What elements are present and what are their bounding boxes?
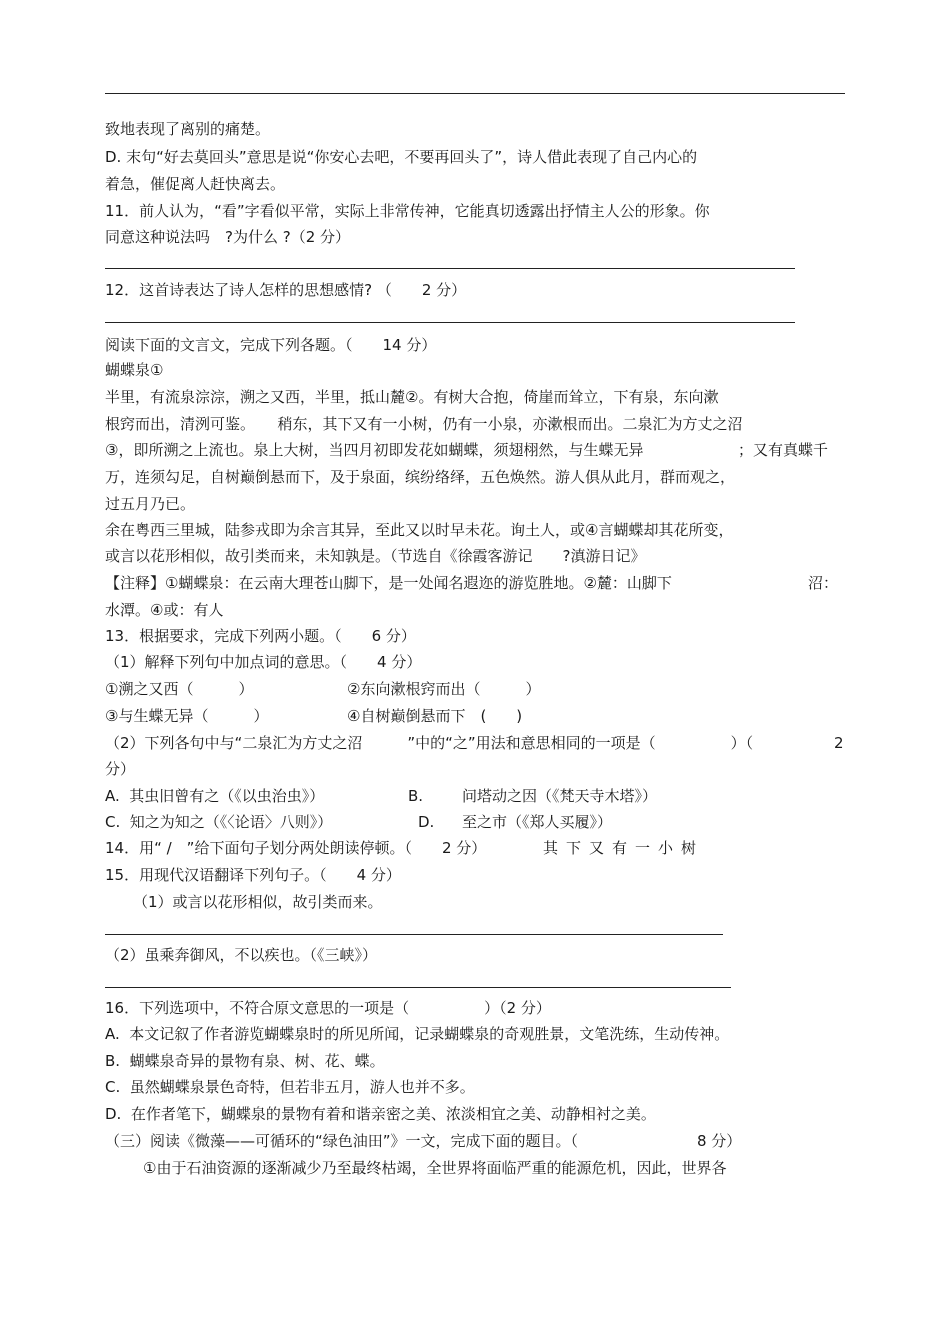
question-13-2-cont: 分） — [105, 760, 136, 778]
question-13: 13．根据要求，完成下列两小题。（ 6 分） — [105, 627, 416, 645]
section-3-paragraph: ①由于石油资源的逐渐减少乃至最终枯竭，全世界将面临严重的能源危机，因此，世界各 — [143, 1159, 727, 1177]
section-3-heading: （三）阅读《微藻——可循环的“绿色油田”》一文，完成下面的题目。（ — [105, 1132, 579, 1150]
question-13-1-item: ③与生蝶无异（ ） — [105, 707, 269, 725]
question-15: 15．用现代汉语翻译下列句子。（ 4 分） — [105, 866, 401, 884]
question-16-option-c: C. 虽然蝴蝶泉景色奇特，但若非五月，游人也并不多。 — [105, 1078, 475, 1096]
choice-b: 问塔动之因（《梵天寺木塔》） — [462, 787, 658, 805]
question-13-1-item: ②东向漱根窍而出（ ） — [347, 680, 541, 698]
answer-line-15-2[interactable] — [105, 987, 731, 988]
question-15-1: （1）或言以花形相似，故引类而来。 — [133, 893, 383, 911]
question-16-option-d: D. 在作者笔下，蝴蝶泉的景物有着和谐亲密之美、浓淡相宜之美、动静相衬之美。 — [105, 1105, 656, 1123]
question-13-1-item: ④自树巅倒悬而下 ( ) — [347, 707, 523, 725]
text-line: 着急，催促离人赶快离去。 — [105, 175, 286, 193]
choice-d: 至之市（《郑人买履》） — [462, 813, 613, 831]
choice-d-label: D. — [418, 813, 435, 831]
question-16-option-b: B. 蝴蝶泉奇异的景物有泉、树、花、蝶。 — [105, 1052, 385, 1070]
passage-line: 过五月乃已。 — [105, 495, 196, 513]
passage-line-end: ；又有真蝶千 — [738, 441, 829, 459]
question-13-2: （2）下列各句中与“二泉汇为方丈之沼 ”中的“之”用法和意思相同的一项是（ ）（ — [105, 734, 754, 752]
question-14-sentence: 其下又有一小树 — [543, 839, 705, 857]
question-12: 12．这首诗表达了诗人怎样的思想感情? （ 2 分） — [105, 281, 467, 299]
passage-line: ③，即所溯之上流也。泉上大树，当四月初即发花如蝴蝶，须翅栩然，与生蝶无异 — [105, 441, 644, 459]
header-rule — [105, 93, 845, 94]
passage-title: 蝴蝶泉① — [105, 361, 164, 379]
question-14: 14．用“ / ”给下面句子划分两处朗读停顿。（ 2 分） — [105, 839, 487, 857]
question-13-2-score: 2 — [834, 734, 844, 752]
answer-line-11[interactable] — [105, 268, 795, 269]
notes-line: 水潭。④或：有人 — [105, 601, 224, 619]
notes-line-end: 沼： — [808, 574, 839, 592]
answer-line-12[interactable] — [105, 322, 795, 323]
question-11-cont: 同意这种说法吗 ?为什么 ?（2 分） — [105, 228, 351, 246]
notes-line: 【注释】①蝴蝶泉：在云南大理苍山脚下，是一处闻名遐迩的游览胜地。②麓：山脚下 — [105, 574, 672, 592]
question-15-2: （2）虽乘奔御风，不以疾也。（《三峡》） — [105, 946, 378, 964]
question-16-option-a: A. 本文记叙了作者游览蝴蝶泉时的所见所闻，记录蝴蝶泉的奇观胜景，文笔洗练，生动传神。 — [105, 1025, 730, 1043]
passage-line: 万，连须勾足，自树巅倒悬而下，及于泉面，缤纷络绎，五色焕然。游人俱从此月，群而观之， — [105, 468, 736, 486]
question-13-1-item: ①溯之又西（ ） — [105, 680, 254, 698]
section-3-score: 8 分） — [697, 1132, 742, 1150]
question-11: 11．前人认为，“看”字看似平常，实际上非常传神，它能真切透露出抒情主人公的形象。你 — [105, 202, 710, 220]
passage-line: 或言以花形相似，故引类而来，未知孰是。（节选自《徐霞客游记 ?滇游日记》 — [105, 547, 646, 565]
text-line: 致地表现了离别的痛楚。 — [105, 120, 271, 138]
answer-line-15-1[interactable] — [105, 934, 723, 935]
choice-c: C. 知之为知之（《〈论语〉八则》） — [105, 813, 333, 831]
option-d-text: D. 末句“好去莫回头”意思是说“你安心去吧，不要再回头了”，诗人借此表现了自己内心的 — [105, 148, 698, 166]
choice-b-label: B. — [408, 787, 424, 805]
question-13-1: （1）解释下列句中加点词的意思。（ 4 分） — [105, 653, 422, 671]
reading-instruction: 阅读下面的文言文，完成下列各题。（ 14 分） — [105, 336, 437, 354]
passage-line: 余在粤西三里城，陆参戎即为余言其异，至此又以时早未花。询土人，或④言蝴蝶却其花所变， — [105, 521, 734, 539]
choice-a: A. 其虫旧曾有之（《以虫治虫》） — [105, 787, 325, 805]
question-16: 16．下列选项中，不符合原文意思的一项是（ ）（2 分） — [105, 999, 551, 1017]
passage-line: 根窍而出，清洌可鉴。 稍东，其下又有一小树，仍有一小泉，亦漱根而出。二泉汇为方丈之沼 — [105, 415, 743, 433]
passage-line: 半里，有流泉淙淙，溯之又西，半里，抵山麓②。有树大合抱，倚崖而耸立，下有泉，东向漱 — [105, 388, 719, 406]
